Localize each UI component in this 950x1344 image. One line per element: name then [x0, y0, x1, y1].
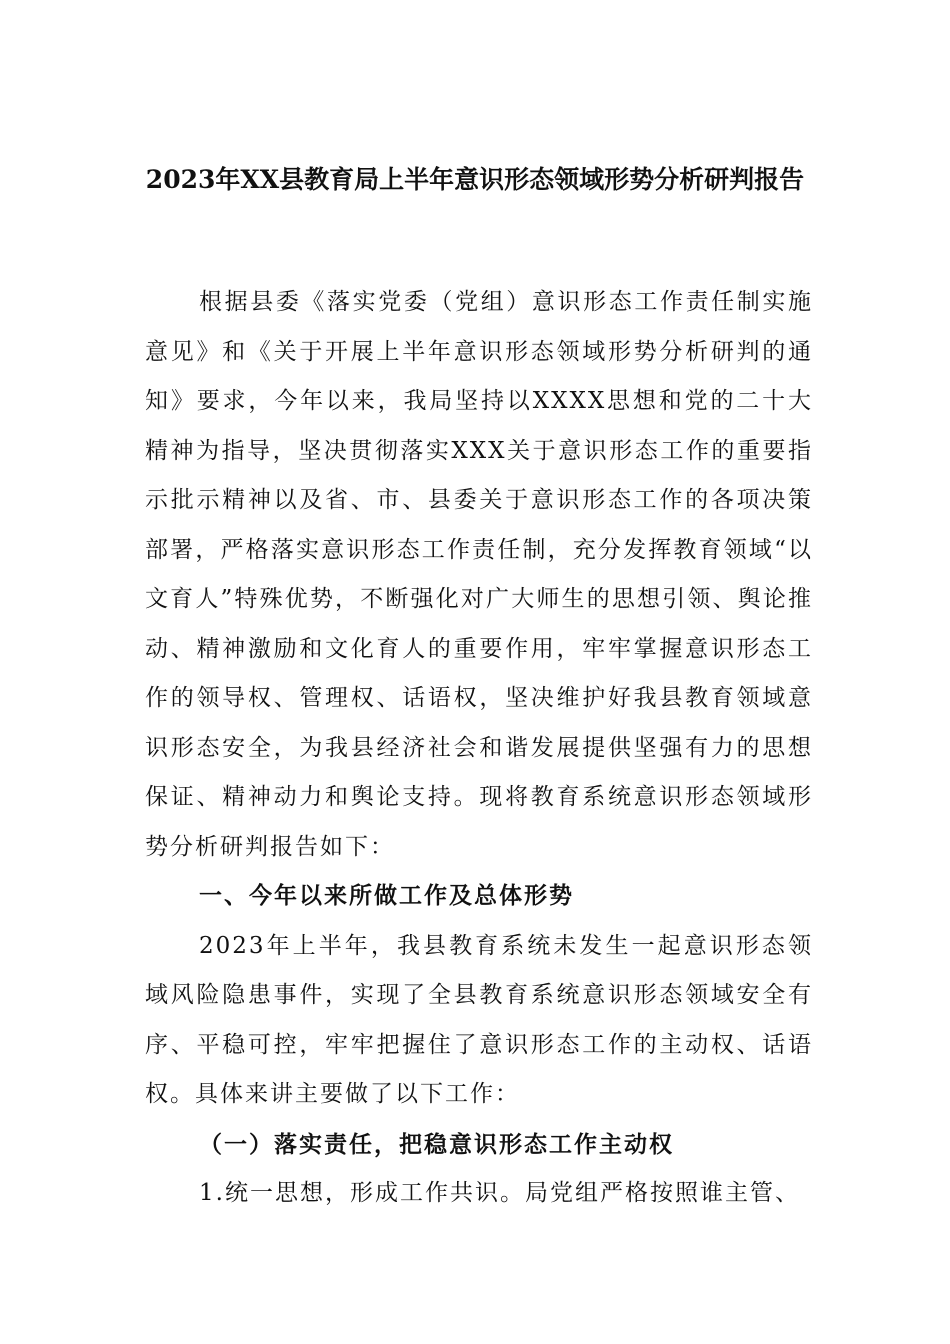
section-1-paragraph: 2023年上半年，我县教育系统未发生一起意识形态领域风险隐患事件，实现了全县教育系统意识形态领域安全有序、平稳可控，牢牢把握住了意识形态工作的主动权、话语权。具体来讲主要做了以下工作： — [145, 932, 813, 1107]
subsection-heading-1: （一）落实责任，把稳意识形态工作主动权 — [199, 1130, 674, 1158]
document-title: 2023年XX县教育局上半年意识形态领域形势分析研判报告 — [145, 165, 805, 194]
document-body — [145, 278, 813, 1219]
intro-paragraph: 根据县委《落实党委（党组）意识形态工作责任制实施意见》和《关于开展上半年意识形态领域形势分析研判的通知》要求，今年以来，我局坚持以XXXX思想和党的二十大精神为指导，坚决贯彻落实XXX关于意识形态工作的重要指示批示精神以及省、市、县委关于意识形态工作的各项决策部署，严格落实意识形态工作责任制，充分发挥教育领域“以文育人”特殊优势，不断强化对广大师生的思想引领、舆论推动、精神激励和文化育人的重要作用，牢牢掌握意识形态工作的领导权、管理权、话语权，坚决维护好我县教育领域意识形态安全，为我县经济社会和谐发展提供坚强有力的思想保证、精神动力和舆论支持。现将教育系统意识形态领域形势分析研判报告如下： — [145, 289, 813, 860]
section-heading-1: 一、今年以来所做工作及总体形势 — [199, 883, 574, 909]
item-1-paragraph: 1.统一思想，形成工作共识。局党组严格按照谁主管、 — [199, 1180, 800, 1206]
